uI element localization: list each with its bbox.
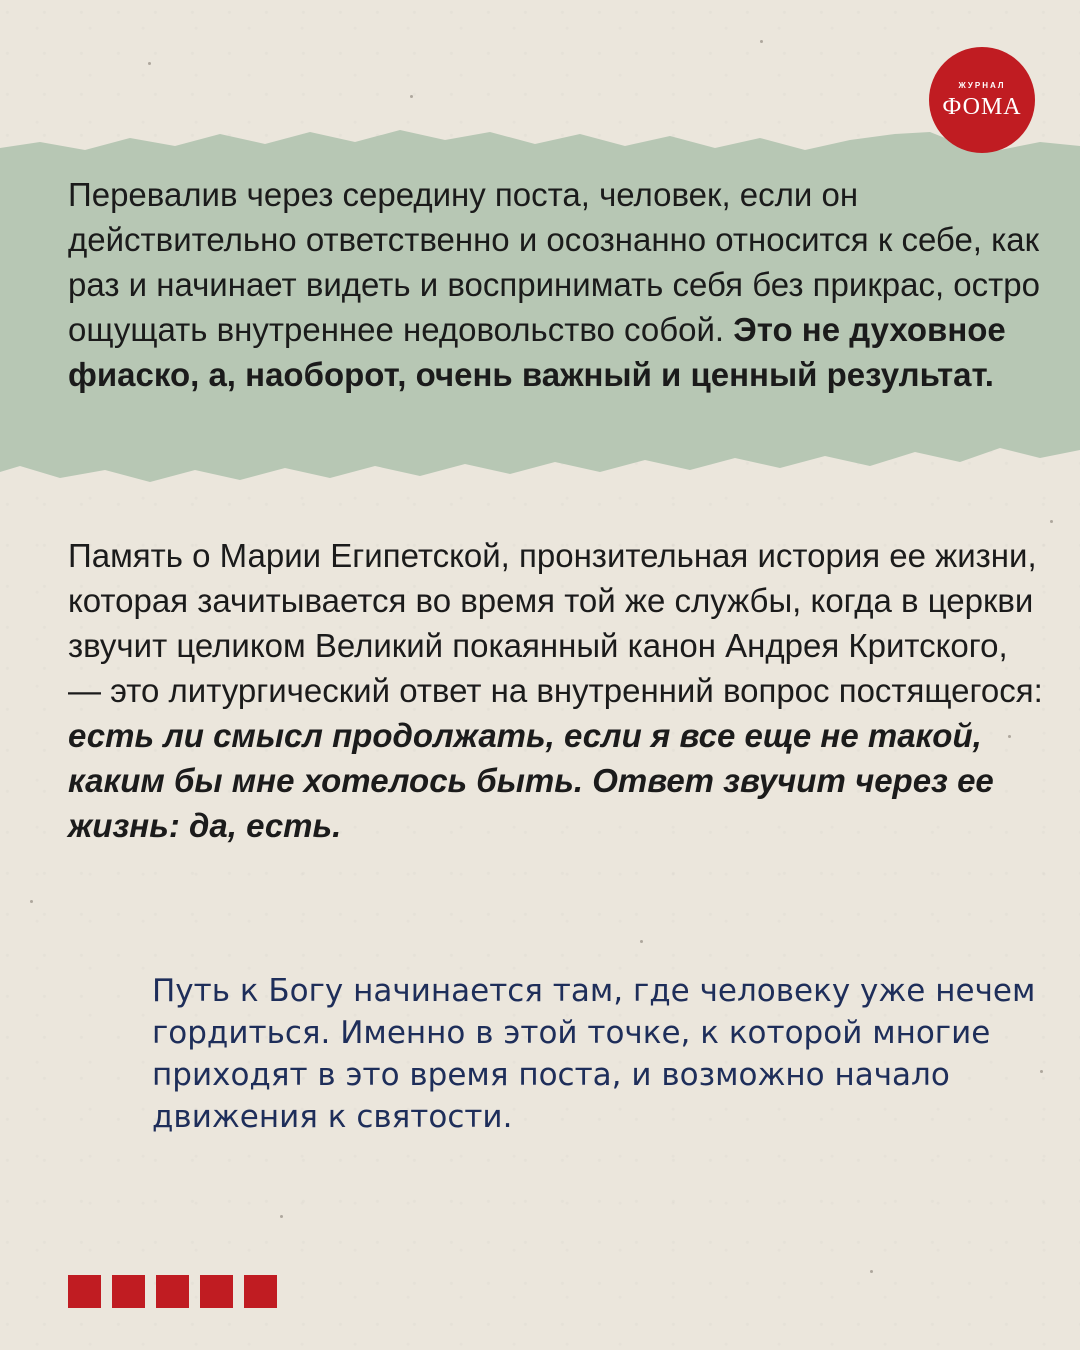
page-indicator-square	[156, 1275, 189, 1308]
logo-title: ФОМА	[942, 94, 1022, 120]
paper-speck	[30, 900, 33, 903]
page-indicator-square	[200, 1275, 233, 1308]
paragraph1-bold-text: Это не духовное фиаско, а, наоборот, очень важный и ценный результат.	[68, 311, 1006, 393]
paragraph2-emphasis-text: есть ли смысл продолжать, если я все еще не такой, каким бы мне хотелось быть. Ответ звучит через ее жизнь: да, есть.	[68, 717, 994, 844]
paper-speck	[760, 40, 763, 43]
closing-quote: Путь к Богу начинается там, где человеку уже нечем гордиться. Именно в этой точке, к которой многие приходят в это время поста, и возможно начало движения к святости.	[152, 973, 1036, 1135]
page-indicator	[68, 1275, 277, 1308]
paper-speck	[410, 95, 413, 98]
paragraph2-text: Память о Марии Египетской, пронзительная история ее жизни, которая зачитывается во время той же службы, когда в церкви звучит целиком Великий покаянный канон Андрея Критского, — это литургический ответ на внутренний вопрос постящегося:	[68, 537, 1043, 709]
page-indicator-square	[68, 1275, 101, 1308]
paper-speck	[870, 1270, 873, 1273]
foma-logo	[929, 47, 1035, 153]
page-indicator-square	[112, 1275, 145, 1308]
paragraph-mary-of-egypt	[68, 533, 1048, 848]
paragraph-fasting-midpoint	[68, 172, 1048, 397]
paper-speck	[280, 1215, 283, 1218]
page-indicator-square	[244, 1275, 277, 1308]
logo-subtitle: ЖУРНАЛ	[958, 81, 1006, 90]
paper-speck	[148, 62, 151, 65]
paper-speck	[640, 940, 643, 943]
paragraph1-text: Перевалив через середину поста, человек, если он действительно ответственно и осознанно относится к себе, как раз и начинает видеть и воспринимать себя без прикрас, остро ощущать внутреннее недовольство собой.	[68, 176, 1040, 348]
paper-speck	[1050, 520, 1053, 523]
